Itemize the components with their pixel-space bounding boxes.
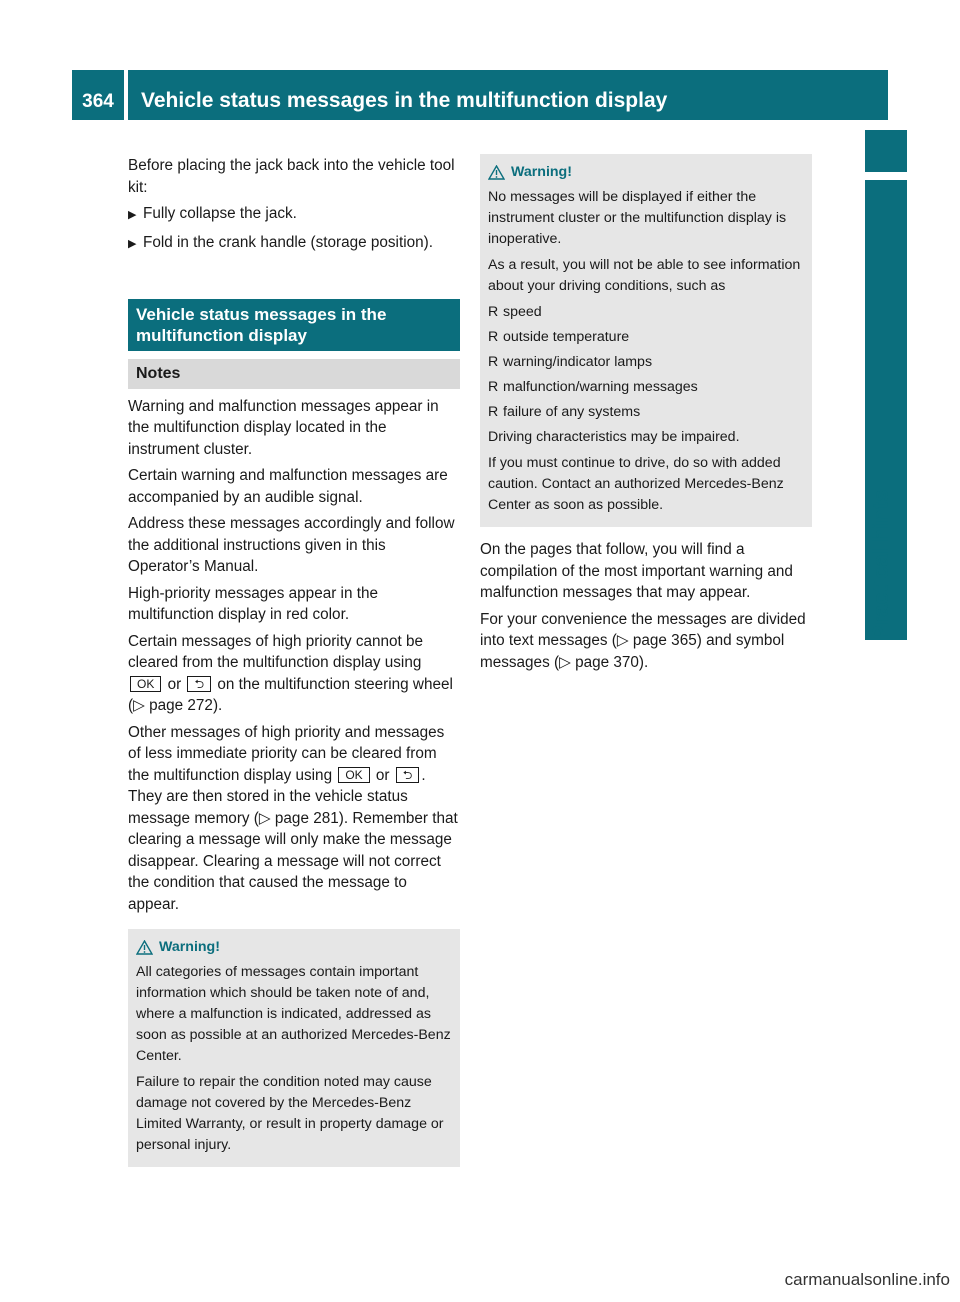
section-title: Vehicle status messages in the multifunction display <box>128 299 460 351</box>
paragraph <box>128 631 460 717</box>
list-item-text: warning/indicator lamps <box>503 354 653 370</box>
step-item <box>128 232 460 256</box>
paragraph: On the pages that follow, you will find a compilation of the most important warning and malfunction messages that may appear. <box>480 541 793 601</box>
left-column <box>128 155 460 1167</box>
warning-text: If you must continue to drive, do so with added caution. Contact an authorized Mercedes-Benz Center as soon as possible. <box>488 455 784 513</box>
warning-box <box>480 154 812 527</box>
text-run: Other messages of high priority and messages of less immediate priority can be cleared from the multifunction display using <box>128 723 445 784</box>
warning-text: As a result, you will not be able to see information about your driving conditions, such as <box>488 257 801 294</box>
list-item-text: outside temperature <box>503 329 630 345</box>
list-item <box>488 352 804 373</box>
text-run: on the multifunction steering wheel ( <box>128 675 453 714</box>
warning-box <box>128 929 460 1167</box>
warning-text: No messages will be displayed if either the instrument cluster or the multifunction display is inoperative. <box>488 189 787 247</box>
page-number: 364 <box>72 70 124 120</box>
back-key-icon: ⮌ <box>396 767 420 783</box>
text-run: ). <box>212 697 223 714</box>
side-marker <box>865 130 907 172</box>
text-run: ). Remember that clearing a message will only make the message disappear. Clearing a message will not correct the condition that caused the message to appear. <box>128 809 458 913</box>
side-section-label: Practical hints <box>868 489 893 640</box>
text-run: ). <box>638 653 649 671</box>
step-text: Fully collapse the jack. <box>143 205 297 222</box>
list-item <box>488 327 804 348</box>
list-item <box>488 302 804 323</box>
warning-heading-text: Warning! <box>159 939 220 955</box>
paragraph <box>480 609 812 674</box>
page-reference[interactable]: ▷ page 370 <box>559 653 639 671</box>
page-reference[interactable]: ▷ page 281 <box>258 809 339 827</box>
step-item <box>128 203 460 227</box>
text-run: or <box>375 766 390 784</box>
page-header-title: Vehicle status messages in the multifunction display <box>128 70 888 120</box>
warning-triangle-icon <box>488 165 505 180</box>
text-run: For your convenience the messages are divided into text messages ( <box>480 610 806 649</box>
page-reference[interactable]: ▷ page 272 <box>133 697 213 714</box>
warning-text: Driving characteristics may be impaired. <box>488 429 740 445</box>
paragraph <box>128 722 460 916</box>
paragraph: Certain warning and malfunction messages are accompanied by an audible signal. <box>128 467 448 506</box>
warning-heading <box>488 162 804 183</box>
bullet-icon: R <box>488 379 499 395</box>
list-item-text: malfunction/warning messages <box>503 379 698 395</box>
warning-heading-text: Warning! <box>511 164 572 180</box>
arrow-icon: ▶ <box>128 237 137 250</box>
bullet-icon: R <box>488 329 499 345</box>
right-column <box>480 154 812 678</box>
warning-text: Failure to repair the condition noted may cause damage not covered by the Mercedes-Benz Limited Warranty, or result in property damage or personal injury. <box>136 1074 444 1153</box>
list-item-text: failure of any systems <box>503 404 641 420</box>
bullet-icon: R <box>488 354 499 370</box>
bullet-icon: R <box>488 404 499 420</box>
warning-text: All categories of messages contain important information which should be taken note of and, where a malfunction is indicated, addressed as soon as possible at an authorized Mercedes-Benz Center. <box>136 964 451 1064</box>
back-key-icon: ⮌ <box>187 676 211 692</box>
ok-key-icon: OK <box>338 767 369 783</box>
warning-heading <box>136 937 452 958</box>
text-run: Certain messages of high priority cannot be cleared from the multifunction display using <box>128 632 424 671</box>
subsection-title: Notes <box>128 359 460 389</box>
warning-triangle-icon <box>136 940 153 955</box>
paragraph: High-priority messages appear in the multifunction display in red color. <box>128 584 378 623</box>
list-item <box>488 402 804 423</box>
watermark: carmanualsonline.info <box>784 1270 950 1289</box>
step-text: Fold in the crank handle (storage position). <box>143 233 433 251</box>
bullet-icon: R <box>488 304 499 320</box>
paragraph: Address these messages accordingly and follow the additional instructions given in this Operator’s Manual. <box>128 515 455 575</box>
paragraph: Warning and malfunction messages appear in the multifunction display located in the instrument cluster. <box>128 397 439 458</box>
list-item-text: speed <box>503 304 542 320</box>
ok-key-icon: OK <box>130 676 161 692</box>
list-item <box>488 377 804 398</box>
text-run: or <box>167 675 182 693</box>
text-run: . They are then stored in the vehicle status message memory ( <box>128 766 426 827</box>
intro-text: Before placing the jack back into the vehicle tool kit: <box>128 157 455 196</box>
arrow-icon: ▶ <box>128 209 137 221</box>
text-run: ) and symbol messages ( <box>480 632 785 671</box>
page-reference[interactable]: ▷ page 365 <box>616 632 697 649</box>
